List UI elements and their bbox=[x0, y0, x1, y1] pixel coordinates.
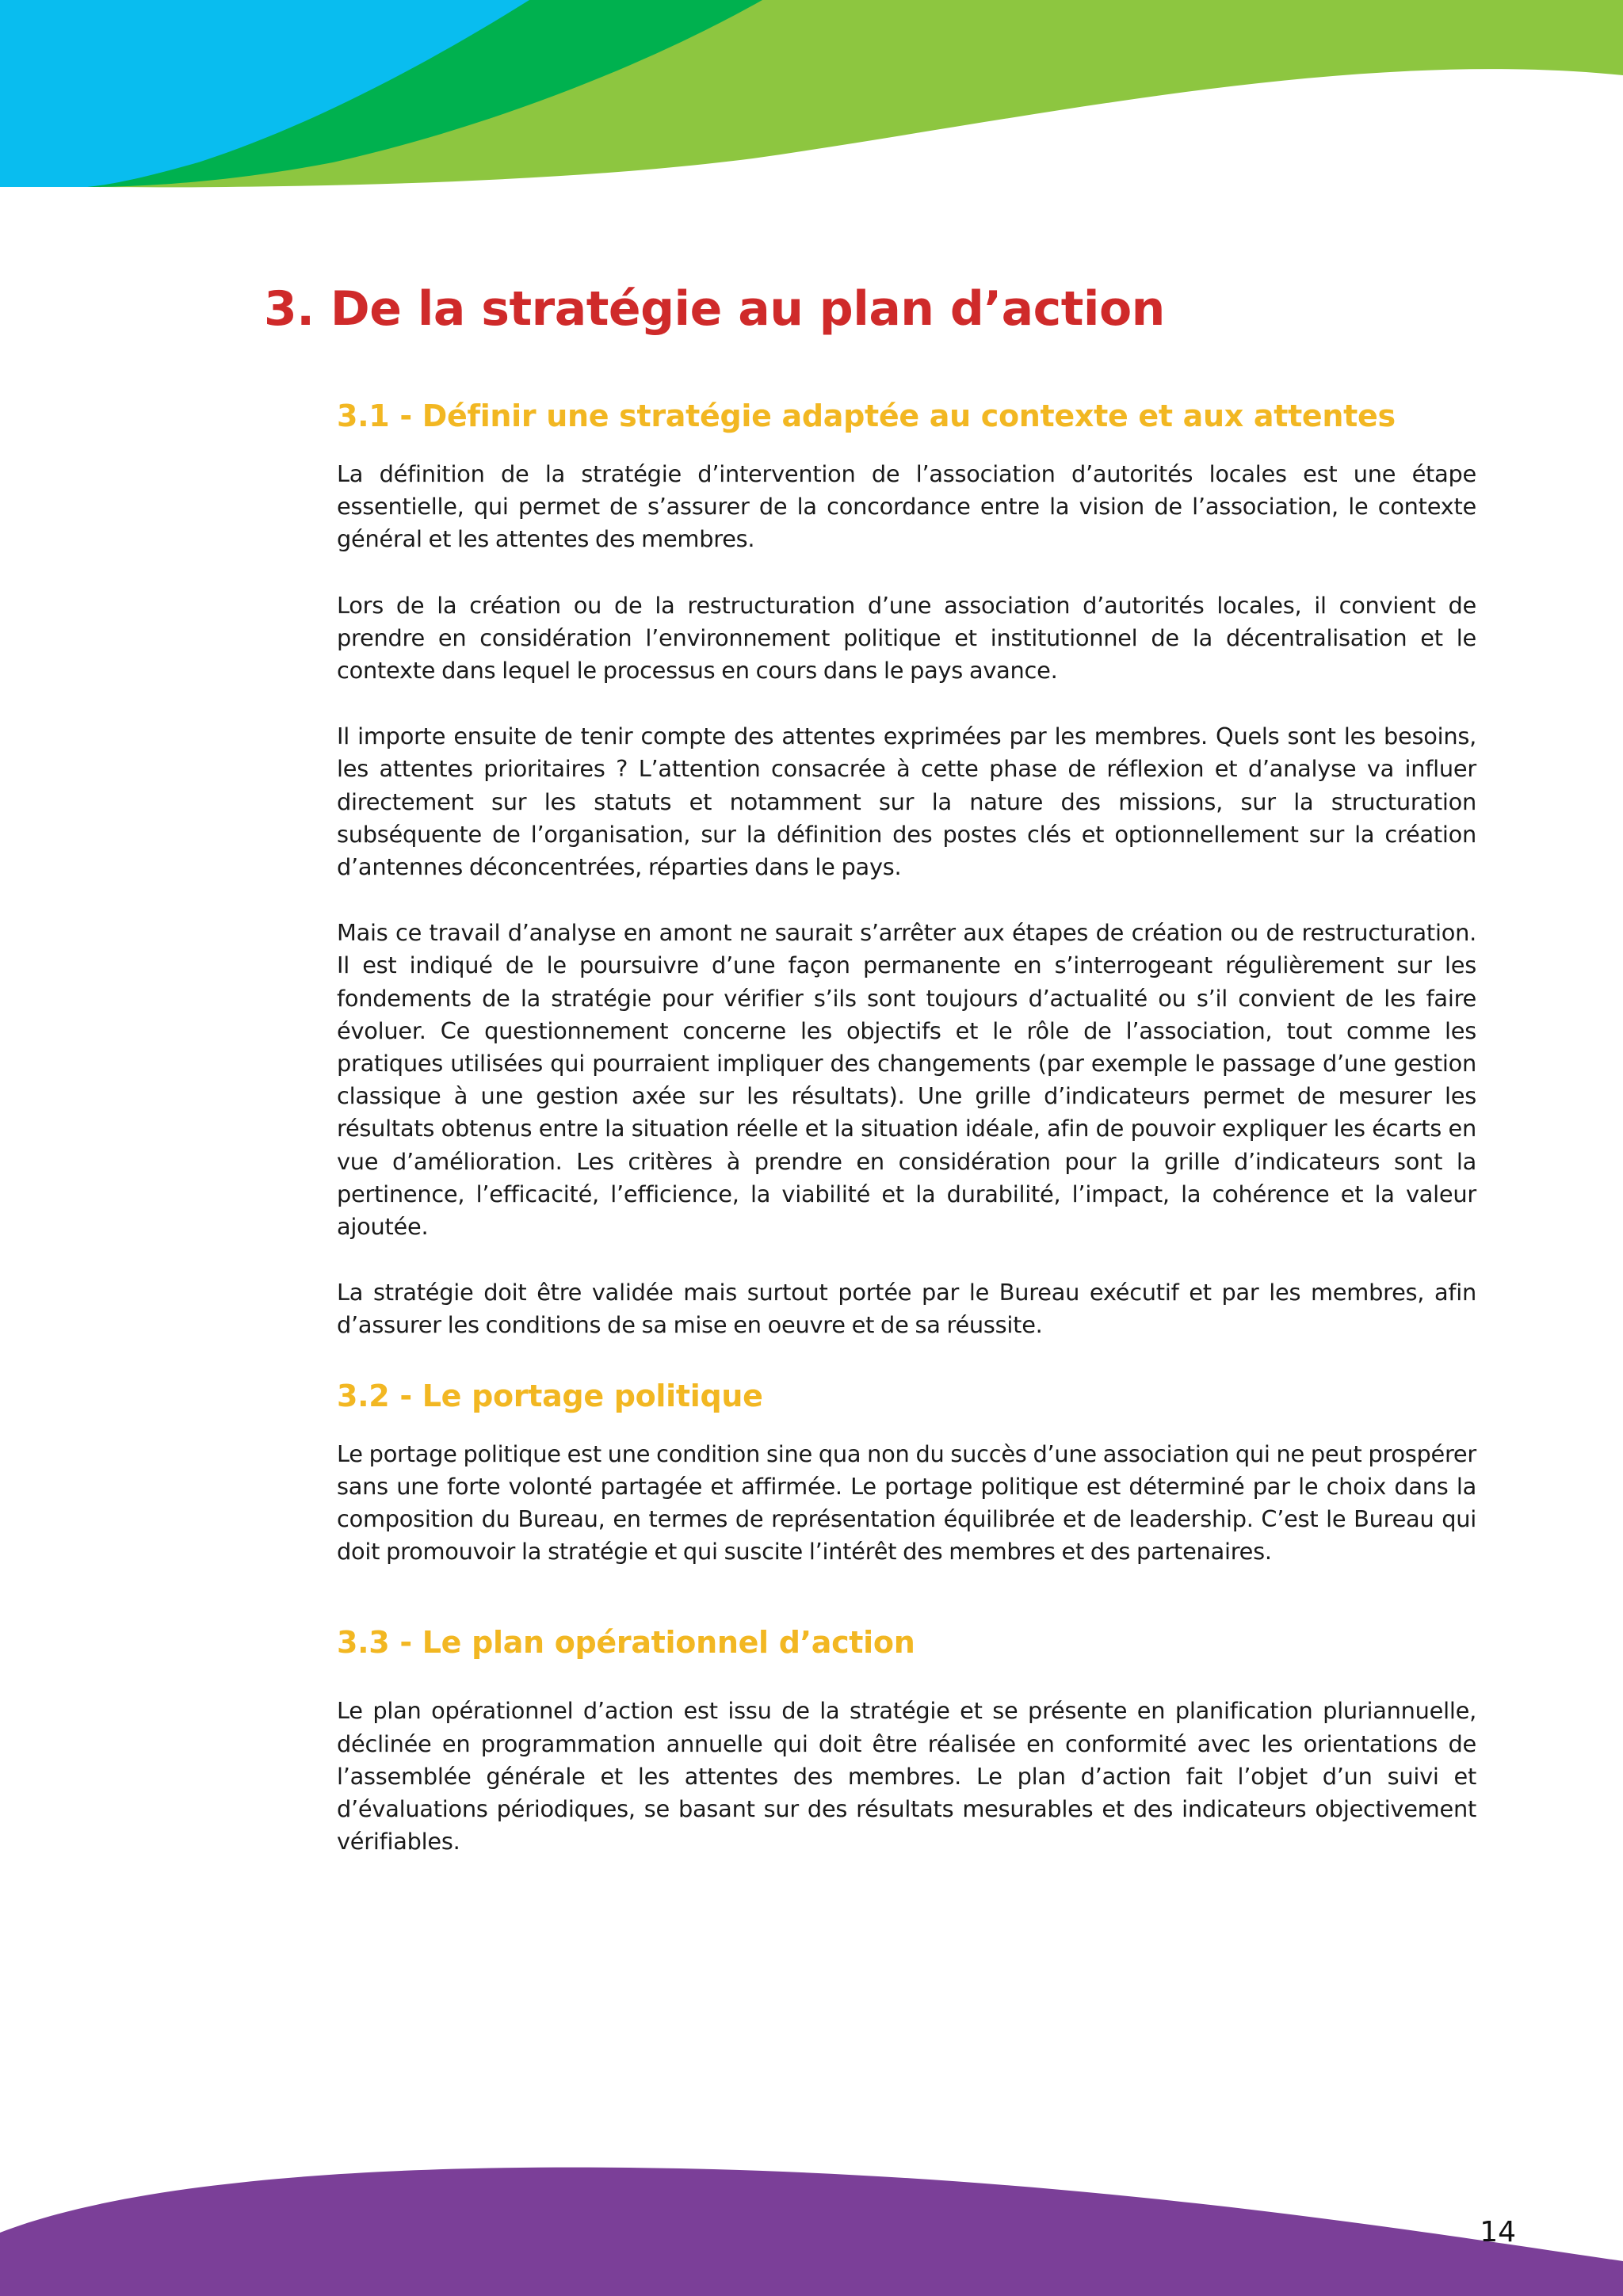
page-title: 3. De la stratégie au plan d’action bbox=[264, 281, 1165, 337]
header-wave-banner bbox=[0, 0, 1623, 198]
section-strategy bbox=[337, 392, 1476, 1342]
section-heading: 3.2 - Le portage politique bbox=[337, 1378, 763, 1413]
paragraph: Mais ce travail d’analyse en amont ne saurait s’arrêter aux étapes de création ou de restructuration. Il est indiqué de le poursuivre d’une façon permanente en s’interrogeant régulièrement sur les fondements de la stratégie pour vérifier s’ils sont toujours d’actualité ou s’il convient de les faire évoluer. Ce questionnement concerne les objectifs et le rôle de l’association, tout comme les pratiques utilisées qui pourraient impliquer des changements (par exemple le passage d’une gestion classique à une gestion axée sur les résultats). Une grille d’indicateurs permet de mesurer les résultats obtenus entre la situation réelle et la situation idéale, afin de pouvoir expliquer les écarts en vue d’amélioration. Les critères à prendre en considération pour la grille d’indicateurs sont la pertinence, l’efficacité, l’efficience, la viabilité et la durabilité, l’impact, la cohérence et la valeur ajoutée. bbox=[337, 919, 1476, 1241]
paragraph: Il importe ensuite de tenir compte des attentes exprimées par les membres. Quels sont les besoins, les attentes prioritaires ? L’attention consacrée à cette phase de réflexion et d’analyse va influer directement sur les statuts et notamment sur la nature des missions, sur la structuration subséquente de l’organisation, sur la définition des postes clés et optionnellement sur la création d’antennes déconcentrées, réparties dans le pays. bbox=[337, 723, 1476, 881]
paragraph: Le portage politique est une condition sine qua non du succès d’une association qui ne peut prospérer sans une forte volonté partagée et affirmée. Le portage politique est déterminé par le choix dans la composition du Bureau, en termes de représentation équilibrée et de leadership. C’est le Bureau qui doit promouvoir la stratégie et qui suscite l’intérêt des membres et des partenaires. bbox=[337, 1440, 1476, 1566]
footer-wave-purple bbox=[0, 2168, 1623, 2296]
section-heading: 3.1 - Définir une stratégie adaptée au contexte et aux attentes bbox=[337, 399, 1396, 433]
section-political-support bbox=[337, 1372, 1476, 1569]
section-heading: 3.3 - Le plan opérationnel d’action bbox=[337, 1625, 915, 1661]
paragraph: La définition de la stratégie d’intervention de l’association d’autorités locales est une étape essentielle, qui permet de s’assurer de la concordance entre la vision de l’association, le contexte général et les attentes des membres. bbox=[337, 460, 1476, 553]
paragraph: Lors de la création ou de la restructuration d’une association d’autorités locales, il convient de prendre en considération l’environnement politique et institutionnel de la décentralisation et le contexte dans lequel le processus en cours dans le pays avance. bbox=[337, 591, 1476, 685]
page-number: 14 bbox=[1480, 2216, 1516, 2248]
paragraph: Le plan opérationnel d’action est issu de la stratégie et se présente en planification pluriannuelle, déclinée en programmation annuelle qui doit être réalisée en conformité avec les orientations de l’assemblée générale et les attentes des membres. Le plan d’action fait l’objet d’un suivi et d’évaluations périodiques, se basant sur des résultats mesurables et des indicateurs objectivement vérifiables. bbox=[337, 1697, 1476, 1855]
footer-wave-banner bbox=[0, 2114, 1623, 2296]
section-action-plan bbox=[337, 1619, 1476, 1858]
paragraph: La stratégie doit être validée mais surtout portée par le Bureau exécutif et par les membres, afin d’assurer les conditions de sa mise en oeuvre et de sa réussite. bbox=[337, 1279, 1476, 1339]
main-content bbox=[337, 392, 1476, 1859]
